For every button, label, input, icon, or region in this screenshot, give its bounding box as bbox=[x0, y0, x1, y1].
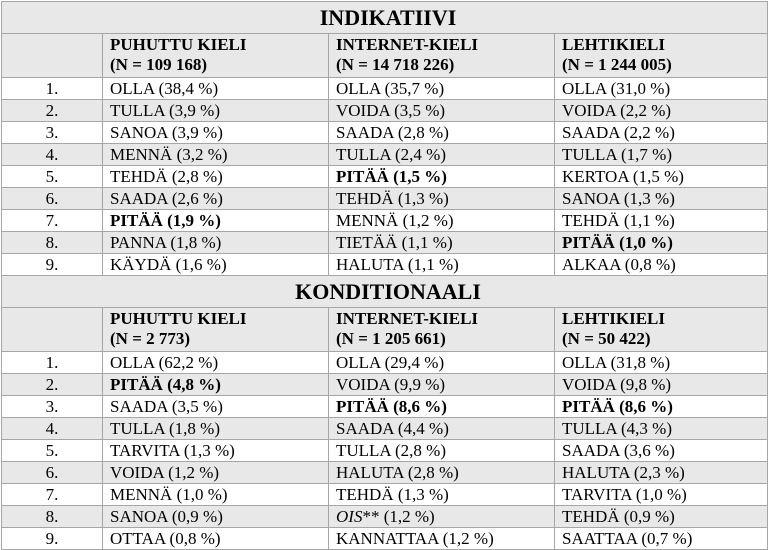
rank-cell: 6. bbox=[2, 188, 103, 210]
rank-cell: 3. bbox=[2, 396, 103, 418]
table-cell: OLLA (31,8 %) bbox=[555, 352, 768, 374]
table-cell: VOIDA (9,9 %) bbox=[329, 374, 555, 396]
table-cell: TULLA (1,8 %) bbox=[103, 418, 329, 440]
column-header bbox=[329, 34, 555, 78]
table-cell: OLLA (29,4 %) bbox=[329, 352, 555, 374]
table-cell: TULLA (2,4 %) bbox=[329, 144, 555, 166]
rank-cell: 9. bbox=[2, 254, 103, 276]
cell-rest: ** (1,2 %) bbox=[362, 506, 435, 526]
column-header-name: PUHUTTU KIELI bbox=[110, 309, 247, 328]
rank-header-cell bbox=[2, 34, 103, 78]
rank-cell: 8. bbox=[2, 232, 103, 254]
table-cell: PITÄÄ (1,5 %) bbox=[329, 166, 555, 188]
table-cell: OLLA (38,4 %) bbox=[103, 78, 329, 100]
column-header bbox=[103, 308, 329, 352]
table-row bbox=[2, 418, 768, 440]
table-cell: PITÄÄ (8,6 %) bbox=[555, 396, 768, 418]
table-row bbox=[2, 210, 768, 232]
table-cell: SAADA (2,2 %) bbox=[555, 122, 768, 144]
rank-cell: 6. bbox=[2, 462, 103, 484]
konditionaali-header-row bbox=[2, 308, 768, 352]
table-cell: PITÄÄ (8,6 %) bbox=[329, 396, 555, 418]
table-cell: PITÄÄ (4,8 %) bbox=[103, 374, 329, 396]
indikatiivi-title-row bbox=[2, 2, 768, 34]
table-cell: SAADA (2,8 %) bbox=[329, 122, 555, 144]
column-header-name: LEHTIKIELI bbox=[562, 35, 665, 54]
rank-cell: 7. bbox=[2, 210, 103, 232]
rank-cell: 2. bbox=[2, 100, 103, 122]
table-cell: SANOA (0,9 %) bbox=[103, 506, 329, 528]
table-cell: HALUTA (2,3 %) bbox=[555, 462, 768, 484]
rank-cell: 1. bbox=[2, 78, 103, 100]
rank-cell: 3. bbox=[2, 122, 103, 144]
table-cell: OLLA (62,2 %) bbox=[103, 352, 329, 374]
table-cell: PITÄÄ (1,0 %) bbox=[555, 232, 768, 254]
table-row bbox=[2, 352, 768, 374]
table-cell: MENNÄ (1,0 %) bbox=[103, 484, 329, 506]
rank-cell: 4. bbox=[2, 144, 103, 166]
table-cell: TEHDÄ (1,3 %) bbox=[329, 484, 555, 506]
column-header-name: PUHUTTU KIELI bbox=[110, 35, 247, 54]
table-cell: OLLA (35,7 %) bbox=[329, 78, 555, 100]
rank-cell: 7. bbox=[2, 484, 103, 506]
table-cell: TULLA (3,9 %) bbox=[103, 100, 329, 122]
column-header-count: (N = 109 168) bbox=[110, 55, 208, 74]
column-header-name: INTERNET-KIELI bbox=[336, 309, 479, 328]
table-cell: HALUTA (2,8 %) bbox=[329, 462, 555, 484]
table-cell: TEHDÄ (2,8 %) bbox=[103, 166, 329, 188]
verb-frequency-table bbox=[1, 1, 768, 550]
column-header bbox=[329, 308, 555, 352]
konditionaali-title-row bbox=[2, 276, 768, 308]
table-row bbox=[2, 166, 768, 188]
rank-cell: 1. bbox=[2, 352, 103, 374]
table-cell: PITÄÄ (1,9 %) bbox=[103, 210, 329, 232]
table-cell: VOIDA (9,8 %) bbox=[555, 374, 768, 396]
table-cell: OTTAA (0,8 %) bbox=[103, 528, 329, 550]
column-header bbox=[103, 34, 329, 78]
table-cell: SANOA (3,9 %) bbox=[103, 122, 329, 144]
rank-cell: 2. bbox=[2, 374, 103, 396]
table-row bbox=[2, 440, 768, 462]
table-cell: MENNÄ (1,2 %) bbox=[329, 210, 555, 232]
table-cell: SAADA (3,6 %) bbox=[555, 440, 768, 462]
table-cell: KÄYDÄ (1,6 %) bbox=[103, 254, 329, 276]
table-row bbox=[2, 462, 768, 484]
table-cell: TEHDÄ (0,9 %) bbox=[555, 506, 768, 528]
table-cell: SAADA (2,6 %) bbox=[103, 188, 329, 210]
column-header-count: (N = 1 205 661) bbox=[336, 329, 446, 348]
table-cell: TULLA (2,8 %) bbox=[329, 440, 555, 462]
table-row bbox=[2, 100, 768, 122]
table-cell: SAADA (3,5 %) bbox=[103, 396, 329, 418]
table-cell: TEHDÄ (1,3 %) bbox=[329, 188, 555, 210]
table-row bbox=[2, 506, 768, 528]
column-header-count: (N = 1 244 005) bbox=[562, 55, 672, 74]
table-cell: HALUTA (1,1 %) bbox=[329, 254, 555, 276]
rank-cell: 4. bbox=[2, 418, 103, 440]
table-cell: TIETÄÄ (1,1 %) bbox=[329, 232, 555, 254]
table-cell: ALKAA (0,8 %) bbox=[555, 254, 768, 276]
rank-cell: 5. bbox=[2, 166, 103, 188]
table-cell: SAADA (4,4 %) bbox=[329, 418, 555, 440]
konditionaali-title: KONDITIONAALI bbox=[2, 276, 768, 308]
italic-form: OIS bbox=[336, 506, 363, 526]
table-row bbox=[2, 78, 768, 100]
column-header-count: (N = 14 718 226) bbox=[336, 55, 455, 74]
column-header-count: (N = 2 773) bbox=[110, 329, 191, 348]
table-cell: TULLA (1,7 %) bbox=[555, 144, 768, 166]
rank-cell: 8. bbox=[2, 506, 103, 528]
table-cell: SANOA (1,3 %) bbox=[555, 188, 768, 210]
rank-header-cell bbox=[2, 308, 103, 352]
column-header-count: (N = 50 422) bbox=[562, 329, 651, 348]
table-cell: OLLA (31,0 %) bbox=[555, 78, 768, 100]
table-cell: KANNATTAA (1,2 %) bbox=[329, 528, 555, 550]
table-row bbox=[2, 396, 768, 418]
indikatiivi-header-row bbox=[2, 34, 768, 78]
table-row bbox=[2, 374, 768, 396]
table-cell: VOIDA (3,5 %) bbox=[329, 100, 555, 122]
table-cell: VOIDA (2,2 %) bbox=[555, 100, 768, 122]
table-row bbox=[2, 144, 768, 166]
column-header-name: INTERNET-KIELI bbox=[336, 35, 479, 54]
rank-cell: 5. bbox=[2, 440, 103, 462]
table-cell: TULLA (4,3 %) bbox=[555, 418, 768, 440]
table-row bbox=[2, 528, 768, 550]
table-cell: SAATTAA (0,7 %) bbox=[555, 528, 768, 550]
column-header bbox=[555, 34, 768, 78]
table-cell: VOIDA (1,2 %) bbox=[103, 462, 329, 484]
table-cell: TEHDÄ (1,1 %) bbox=[555, 210, 768, 232]
table-row bbox=[2, 484, 768, 506]
table-row bbox=[2, 188, 768, 210]
column-header bbox=[555, 308, 768, 352]
table-cell: TARVITA (1,3 %) bbox=[103, 440, 329, 462]
table-cell: KERTOA (1,5 %) bbox=[555, 166, 768, 188]
table-cell: TARVITA (1,0 %) bbox=[555, 484, 768, 506]
table-row bbox=[2, 254, 768, 276]
table-row bbox=[2, 122, 768, 144]
rank-cell: 9. bbox=[2, 528, 103, 550]
table-cell: PANNA (1,8 %) bbox=[103, 232, 329, 254]
table-cell bbox=[329, 506, 555, 528]
table-cell: MENNÄ (3,2 %) bbox=[103, 144, 329, 166]
column-header-name: LEHTIKIELI bbox=[562, 309, 665, 328]
table-row bbox=[2, 232, 768, 254]
indikatiivi-title: INDIKATIIVI bbox=[2, 2, 768, 34]
